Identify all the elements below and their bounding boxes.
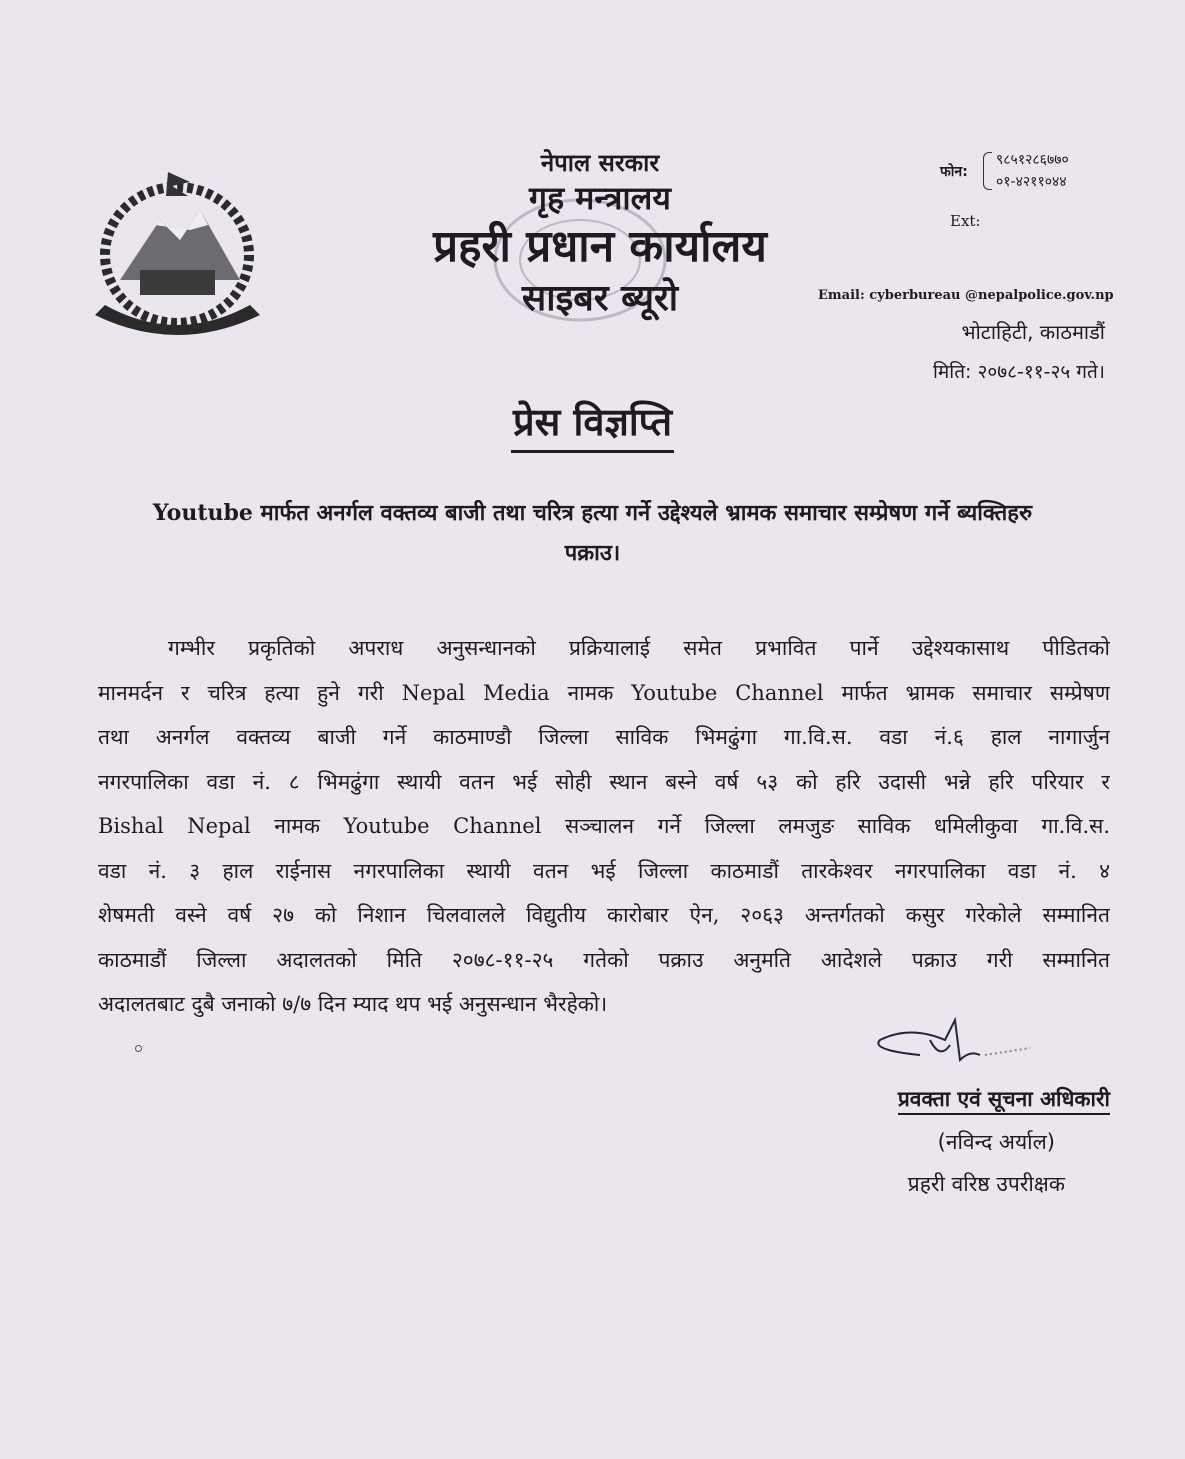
document-title-wrap — [0, 395, 1185, 447]
body-line: Bishal Nepal नामक Youtube Channel सञ्चालन गर्ने जिल्ला लमजुङ साविक धमिलीकुवा गा.वि.स. — [98, 814, 1110, 838]
government-name: नेपाल सरकार — [540, 149, 660, 177]
body-line: काठमाडौं जिल्ला अदालतको मिति २०७८-११-२५ गतेको पक्राउ अनुमति आदेशले पक्राउ गरी सम्मानित — [98, 947, 1110, 972]
ministry-name: गृह मन्त्रालय — [529, 179, 671, 217]
phone-number-2: ०१-४२११०४४ — [996, 174, 1067, 190]
date: मिति: २०७८-११-२५ गते। — [933, 361, 1105, 383]
nepal-emblem — [80, 160, 275, 340]
bureau-name: साइबर ब्यूरो — [521, 278, 679, 319]
office-name: प्रहरी प्रधान कार्यालय — [433, 221, 767, 272]
signatory-designation: प्रवक्ता एवं सूचना अधिकारी — [898, 1085, 1110, 1115]
extension: Ext: — [950, 212, 981, 230]
email: Email: cyberbureau @nepalpolice.gov.np — [818, 288, 1114, 303]
phone-number-1: ९८५१२८६७७० — [996, 152, 1069, 168]
paper-mark — [135, 1045, 142, 1052]
body-line: वडा नं. ३ हाल राईनास नगरपालिका स्थायी वतन भई जिल्ला काठमाडौं तारकेश्वर नगरपालिका वडा नं. ४ — [98, 858, 1110, 883]
signatory-name: (नविन्द अर्याल) — [937, 1130, 1055, 1154]
body-line: नगरपालिका वडा नं. ८ भिमढुंगा स्थायी वतन भई सोही स्थान बस्ने वर्ष ५३ को हरि उदासी भन्ने हरि परियार र — [98, 769, 1110, 794]
body-line: मानमर्दन र चरित्र हत्या हुने गरी Nepal Media नामक Youtube Channel मार्फत भ्रामक समाचार सम्प्रेषण — [98, 680, 1110, 705]
subject: Youtube मार्फत अनर्गल वक्तव्य बाजी तथा चरित्र हत्या गर्ने उद्देश्यले भ्रामक समाचार सम्प्रेषण गर्ने ब्यक्तिहरु पक्राउ। — [152, 500, 1033, 566]
document-title: प्रेस विज्ञप्ति — [511, 400, 674, 453]
signatory-rank: प्रहरी वरिष्ठ उपरीक्षक — [907, 1172, 1065, 1196]
signature — [860, 1010, 1040, 1090]
body-line: तथा अनर्गल वक्तव्य बाजी गर्ने काठमाण्डौ जिल्ला साविक भिमढुंगा गा.वि.स. वडा नं.६ हाल नागार्जुन — [98, 725, 1110, 749]
body-line: गम्भीर प्रकृतिको अपराध अनुसन्धानको प्रक्रियालाई समेत प्रभावित पार्ने उद्देश्यकासाथ पीडितको — [168, 636, 1110, 660]
body-line: शेषमती वस्ने वर्ष २७ को निशान चिलवालले विद्युतीय कारोबार ऐन, २०६३ अन्तर्गतको कसुर गरेकोले सम्मानित — [98, 903, 1110, 927]
body-text — [98, 626, 1110, 1027]
address: भोटाहिटी, काठमाडौं — [961, 320, 1105, 344]
body-line: अदालतबाट दुबै जनाको ७/७ दिन म्याद थप भई अनुसन्धान भैरहेको। — [98, 992, 608, 1016]
phone-label: फोन: — [940, 164, 968, 180]
brace-icon — [983, 152, 992, 190]
